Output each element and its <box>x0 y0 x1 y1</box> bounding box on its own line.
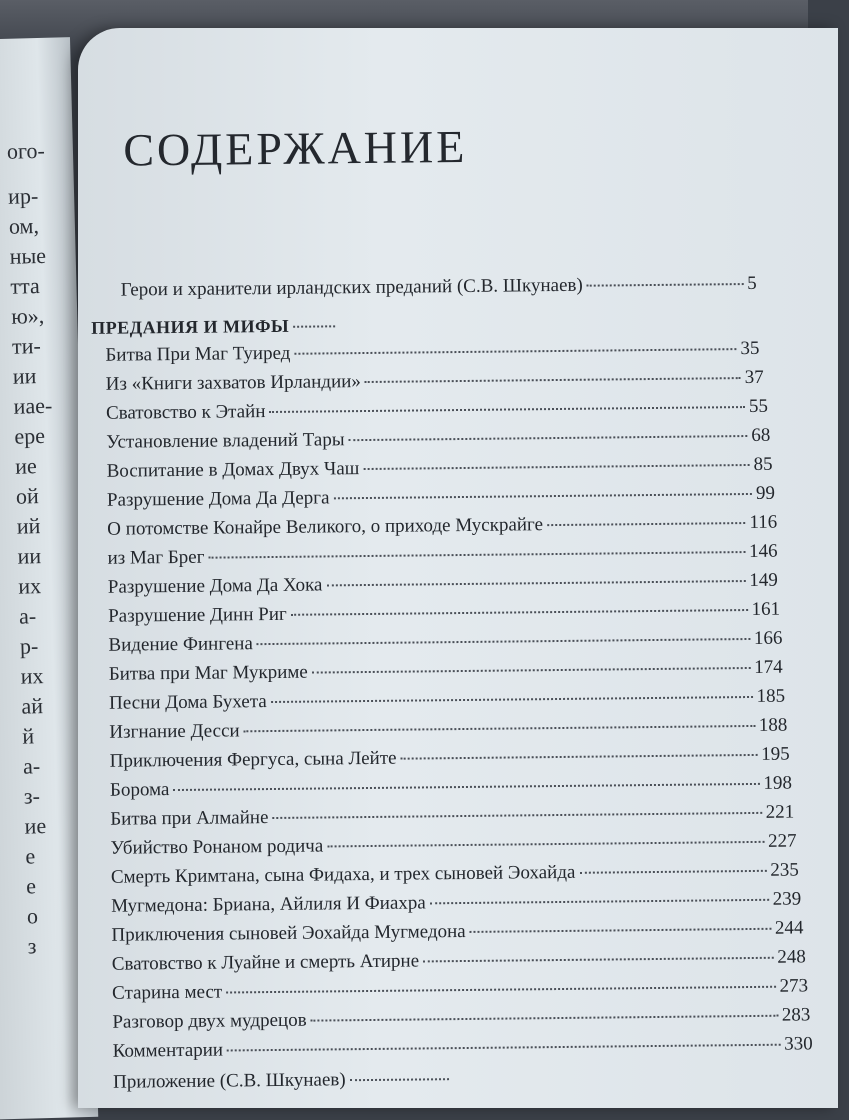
toc-page-number: 116 <box>749 511 778 533</box>
dot-leader <box>349 435 748 441</box>
toc-entry <box>107 541 777 570</box>
left-page-fragment: ого- <box>6 137 46 164</box>
toc-page-number: 146 <box>748 540 778 563</box>
toc-entry <box>108 628 782 657</box>
left-page-fragment: тта <box>10 273 41 299</box>
toc-entry <box>108 570 778 599</box>
dot-leader <box>333 493 751 499</box>
toc-entry-label: Изгнание Десси <box>109 720 240 743</box>
dot-leader <box>350 1078 449 1081</box>
toc-entry <box>106 396 768 425</box>
toc-entry <box>112 975 808 1004</box>
dot-leader <box>244 725 755 732</box>
toc-entry-label: Песни Дома Бухета <box>108 691 267 714</box>
toc-entry-label: Мугмедона: Бриана, Айлиля И Фиахра <box>111 892 426 917</box>
toc-entry-label: Борома <box>109 779 170 801</box>
toc-entry-label: Разрушение Динн Риг <box>108 603 287 627</box>
left-page-fragment: ом, <box>8 213 40 239</box>
toc-page-number: 195 <box>761 743 790 765</box>
toc-entry-label: Видение Фингена <box>108 633 253 656</box>
toc-page-number: 85 <box>753 453 773 475</box>
toc-page-number: 235 <box>770 859 799 881</box>
toc-entry <box>110 773 792 802</box>
toc-entry <box>109 715 787 744</box>
toc-entry-label: О потомстве Конайре Великого, о приходе Мускрайге <box>107 514 544 540</box>
toc-page-number: 174 <box>754 656 783 678</box>
left-page-fragment: е <box>25 873 37 899</box>
toc-page-number: 166 <box>753 627 783 649</box>
toc-entry-label: Из «Книги захватов Ирландии» <box>105 371 361 395</box>
left-page-fragment: а- <box>22 753 41 779</box>
toc-entry <box>109 686 785 715</box>
dot-leader <box>423 957 773 963</box>
left-page-fragment: р- <box>19 633 39 659</box>
toc-entry <box>113 1068 453 1094</box>
dot-leader <box>327 841 764 848</box>
toc-page-number: 149 <box>749 569 778 591</box>
toc-entry-label: из Маг Брег <box>107 546 205 569</box>
toc-page-number: 185 <box>756 685 786 707</box>
left-page-fragment: ере <box>14 422 46 449</box>
section-label: ПРЕДАНИЯ И МИФЫ <box>91 315 290 338</box>
toc-page-number: 188 <box>758 714 788 736</box>
left-page-fragment: ие <box>24 813 47 839</box>
toc-entry <box>111 888 801 917</box>
toc-entry <box>105 338 759 367</box>
left-page-fragment: о <box>26 903 39 929</box>
dot-leader <box>257 638 750 645</box>
dot-leader <box>226 986 775 994</box>
toc-page-number: 55 <box>748 395 769 417</box>
toc-entry-label: Битва При Маг Туиред <box>105 342 291 366</box>
toc-page-number: 35 <box>740 337 760 360</box>
toc-entry <box>112 946 806 975</box>
toc-entry-label: Битва при Алмайне <box>110 807 269 830</box>
left-page-fragment: ии <box>12 363 37 389</box>
toc-page-number: 198 <box>763 772 793 794</box>
toc-page-number: 244 <box>774 917 804 939</box>
left-page-fragment: ой <box>15 483 40 509</box>
toc-page-number: 248 <box>777 946 806 968</box>
dot-leader <box>291 609 748 616</box>
dot-leader <box>363 464 749 470</box>
left-page-fragment: й <box>21 723 35 749</box>
left-page-fragment: а- <box>18 603 37 629</box>
toc-page-number: 161 <box>751 598 781 620</box>
toc-entry <box>112 1004 810 1033</box>
toc-page-number: 227 <box>767 830 797 852</box>
dot-leader <box>326 580 745 586</box>
left-page-fragment: ии <box>17 543 42 569</box>
dot-leader <box>470 928 771 933</box>
toc-entry-label: Установление владений Тары <box>106 429 345 453</box>
left-page-fragment: ай <box>21 693 44 719</box>
dot-leader <box>227 1044 780 1052</box>
dot-leader <box>430 899 769 905</box>
toc-entry-label: Воспитание в Домах Двух Чаш <box>106 458 360 482</box>
dot-leader <box>547 522 745 526</box>
toc-entry <box>110 831 796 860</box>
left-page-fragment: ий <box>16 513 41 539</box>
toc-entry <box>109 657 783 686</box>
toc-entry-label: Сватовство к Луайне и смерть Атирне <box>111 950 420 975</box>
toc-entry <box>106 425 770 454</box>
dot-leader <box>401 754 758 760</box>
toc-entry-label: Разрушение Дома Да Дерга <box>106 487 330 511</box>
toc-page-number: 283 <box>781 1004 811 1026</box>
toc-entry <box>111 859 799 888</box>
dot-leader <box>271 696 753 703</box>
page-title: СОДЕРЖАНИЕ <box>123 120 468 176</box>
toc-entry-label: Смерть Кримтана, сына Фидаха, и трех сыновей Эохайда <box>110 861 576 888</box>
toc-entry-label: Убийство Ронаном родича <box>110 835 324 859</box>
toc-entry-label: Битва при Маг Мукриме <box>108 661 308 685</box>
toc-entry <box>108 599 780 628</box>
toc-entry <box>107 454 773 483</box>
toc-page-number: 239 <box>772 888 802 910</box>
table-of-contents <box>78 20 849 1108</box>
left-page-fragment: ир- <box>7 183 39 209</box>
toc-entry-label: Разговор двух мудрецов <box>112 1009 307 1033</box>
toc-entry <box>111 917 803 946</box>
toc-section-heading <box>91 315 339 339</box>
left-page-fragment: з- <box>23 783 41 809</box>
left-page-fragment: ные <box>9 242 47 269</box>
left-page-fragment: иае- <box>13 392 53 419</box>
toc-entry-label: Сватовство к Этайн <box>105 401 266 424</box>
toc-page-number: 330 <box>784 1033 813 1055</box>
dot-leader <box>272 812 761 819</box>
toc-entry-label: Комментарии <box>112 1039 224 1062</box>
dot-leader <box>365 377 741 383</box>
book-page <box>78 28 838 1108</box>
dot-leader <box>579 870 766 874</box>
left-page-fragment: их <box>20 663 44 689</box>
toc-entry-label: Старина мест <box>111 981 223 1004</box>
dot-leader <box>312 667 750 674</box>
left-page-fragment: з <box>27 933 37 959</box>
toc-intro-entry <box>121 273 757 302</box>
toc-entry-label: Приключения Фергуса, сына Лейте <box>109 747 397 772</box>
dot-leader <box>269 406 745 413</box>
dot-leader <box>293 325 335 327</box>
dot-leader <box>587 283 743 287</box>
dot-leader <box>311 1015 778 1022</box>
toc-entry <box>110 744 790 773</box>
toc-page-number: 221 <box>765 801 795 823</box>
toc-page-number: 273 <box>779 975 809 997</box>
toc-entry-label: Приключения сыновей Эохайда Мугмедона <box>111 920 466 946</box>
toc-entry-label: Разрушение Дома Да Хока <box>107 574 323 598</box>
toc-entry-label: Приложение (С.В. Шкунаев) <box>112 1069 346 1093</box>
toc-entry <box>106 367 764 396</box>
toc-entry <box>107 512 777 541</box>
left-page-fragment: ие <box>14 453 38 479</box>
toc-page-number: 68 <box>751 424 771 446</box>
left-page-fragment: их <box>17 573 42 599</box>
toc-entry <box>107 483 775 512</box>
toc-entry <box>113 1033 813 1062</box>
left-page-fragment: е <box>25 843 36 869</box>
left-page-fragment: ти- <box>11 332 42 359</box>
left-page-fragment: ю», <box>10 302 45 329</box>
dot-leader <box>208 551 745 559</box>
toc-entry <box>110 802 794 831</box>
dot-leader <box>294 348 736 355</box>
dot-leader <box>173 783 759 791</box>
toc-entry-label: Герои и хранители ирландских преданий (С.В. Шкунаев) <box>120 274 583 301</box>
toc-page-number: 37 <box>744 366 764 389</box>
toc-page-number: 99 <box>755 482 776 504</box>
toc-page-number: 5 <box>747 272 757 295</box>
